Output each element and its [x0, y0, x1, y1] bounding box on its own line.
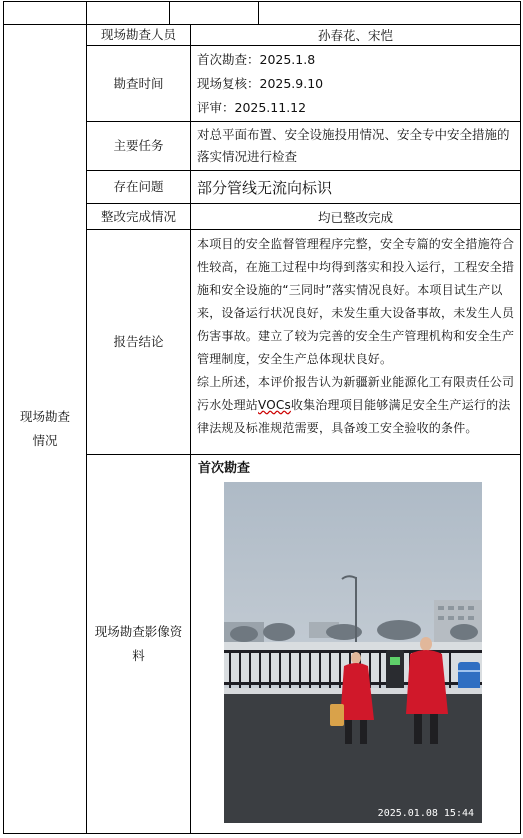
conclusion-paragraph-2-a: 综上所述，本评价报告认为新疆新业能源化工有限责任公司污水处理站 [197, 375, 515, 412]
top-empty-cell-3 [169, 1, 259, 25]
tasks-label: 主要任务 [113, 138, 164, 153]
time-line-review: 现场复核：2025.9.10 [197, 76, 324, 91]
imagery-label: 现场勘查影像资料 [94, 624, 183, 663]
time-line-first: 首次勘查：2025.1.8 [197, 52, 316, 67]
time-label: 勘查时间 [113, 75, 164, 91]
personnel-value: 孙春花、宋恺 [317, 28, 393, 43]
rectification-label-cell [86, 203, 191, 230]
time-line-evaluation: 评审：2025.11.12 [197, 100, 307, 115]
conclusion-paragraph-1: 本项目的安全监督管理程序完整，安全专篇的安全措施符合性较高，在施工过程中均得到落实和投入运行，工程安全措施和安全设施的“三同时”落实情况良好。本项目试生产以来，设备运行状况良好，未发生重大设备事故，未发生人员伤害事故。建立了较为完善的安全生产管理机构和安全生产管理制度，安全生产总体现状良好。 [197, 237, 515, 366]
conclusion-paragraph-2 [197, 371, 515, 440]
personnel-label-cell [86, 24, 191, 46]
problems-label-cell [86, 170, 191, 204]
problems-value-cell [190, 170, 521, 204]
problems-value: 部分管线无流向标识 [197, 178, 333, 197]
rectification-label: 整改完成情况 [100, 208, 176, 224]
tasks-value-cell [190, 121, 521, 171]
time-label-cell [86, 45, 191, 122]
photo-timestamp: 2025.01.08 15:44 [377, 808, 474, 819]
top-empty-cell-1 [3, 1, 87, 25]
rectification-value-cell [190, 203, 521, 230]
imagery-label-cell [86, 454, 191, 834]
vocs-term: VOCs [258, 398, 291, 412]
imagery-value-cell [190, 454, 521, 834]
rectification-value: 均已整改完成 [317, 209, 393, 225]
imagery-heading: 首次勘查 [198, 461, 251, 476]
conclusion-label-cell [86, 229, 191, 455]
conclusion-value-cell [190, 229, 521, 455]
personnel-label: 现场勘查人员 [100, 27, 176, 42]
section-label-cell [3, 24, 87, 834]
site-inspection-photo [224, 482, 482, 823]
tasks-label-cell [86, 121, 191, 171]
conclusion-label: 报告结论 [113, 334, 164, 349]
top-empty-cell-2 [86, 1, 170, 25]
problems-label: 存在问题 [113, 179, 164, 194]
conclusion-paragraph-2-b: 收集治理项目能够满足安全生产运行的法律法规及标准规范需要，具备竣工安全验收的条件。 [197, 398, 511, 435]
section-label: 现场勘查情况 [19, 409, 70, 448]
tasks-value: 对总平面布置、安全设施投用情况、安全专中安全措施的落实情况进行检查 [197, 127, 510, 164]
time-value-cell [190, 45, 521, 122]
personnel-value-cell [190, 24, 521, 46]
top-empty-cell-4 [258, 1, 521, 25]
